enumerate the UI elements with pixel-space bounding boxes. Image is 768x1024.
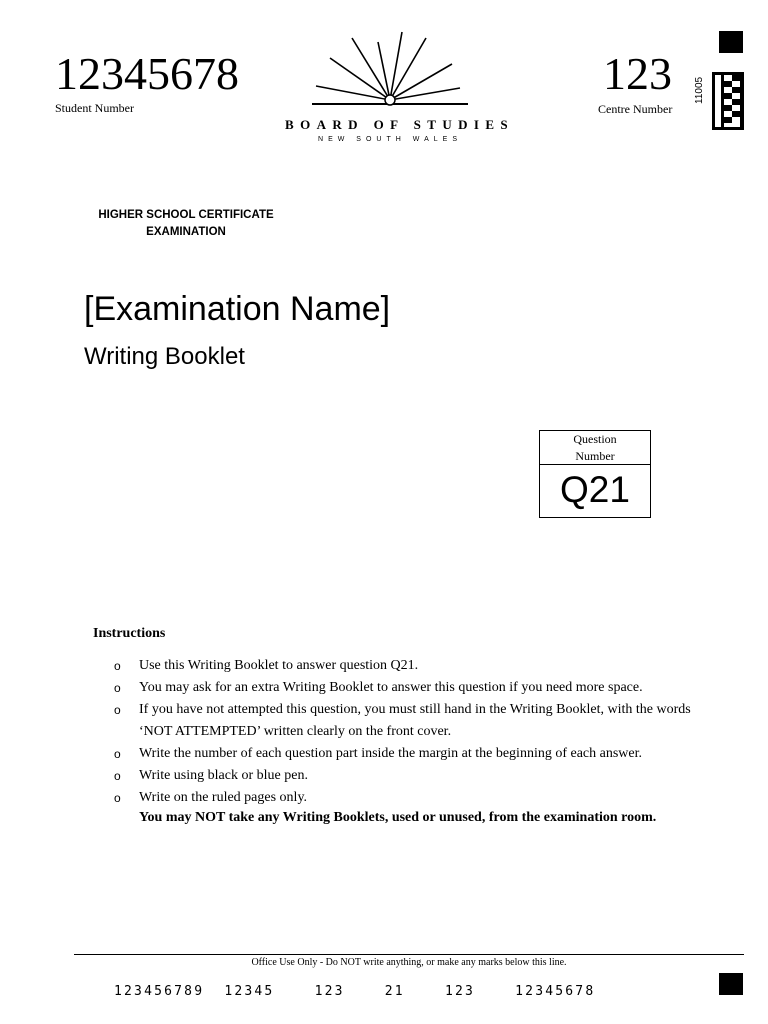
student-number: 12345678 — [55, 48, 239, 99]
question-number-box — [539, 430, 651, 518]
bullet-icon: o — [114, 791, 121, 805]
question-number-value: Q21 — [560, 469, 630, 510]
board-subtitle: NEW SOUTH WALES — [318, 136, 462, 143]
question-number-label — [540, 431, 650, 465]
certificate-line1: HIGHER SCHOOL CERTIFICATE — [98, 209, 274, 221]
instruction-text: You may ask for an extra Writing Booklet to answer this question if you need more space. — [139, 680, 643, 695]
bullet-icon: o — [114, 769, 121, 783]
bullet-icon: o — [114, 703, 121, 717]
exam-name: [Examination Name] — [84, 290, 391, 328]
bullet-icon: o — [114, 659, 121, 673]
instruction-text: Write the number of each question part inside the margin at the beginning of each answer. — [139, 746, 643, 761]
instruction-text: Write using black or blue pen. — [139, 768, 308, 783]
list-item — [114, 743, 719, 765]
certificate-title — [86, 207, 286, 241]
instructions-list — [114, 655, 719, 809]
certificate-line2: EXAMINATION — [146, 226, 226, 238]
office-use-divider — [74, 954, 744, 955]
board-of-studies-logo — [300, 28, 480, 114]
instructions-warning: You may NOT take any Writing Booklets, used or unused, from the examination room. — [139, 810, 657, 825]
question-label-line1: Question — [573, 432, 617, 446]
list-item — [114, 765, 719, 787]
footer-code: 12345 — [224, 984, 275, 999]
footer-code: 123456789 — [114, 984, 205, 999]
footer-code: 123 — [444, 984, 476, 999]
footer-code: 12345678 — [515, 984, 596, 999]
board-name: BOARD OF STUDIES — [285, 117, 515, 132]
booklet-type: Writing Booklet — [84, 343, 245, 370]
list-item — [114, 655, 719, 677]
list-item — [114, 699, 719, 743]
registration-mark-bottom — [719, 973, 743, 995]
instruction-text: Use this Writing Booklet to answer question Q21. — [139, 658, 419, 673]
side-code: 11005 — [694, 76, 705, 104]
bullet-icon: o — [114, 747, 121, 761]
barcode-icon — [712, 72, 744, 130]
instruction-text: If you have not attempted this question, you must still hand in the Writing Booklet, with the words ‘NOT ATTEMPTED’ written clearly on the front cover. — [139, 702, 691, 739]
office-use-notice: Office Use Only - Do NOT write anything, or make any marks below this line. — [251, 957, 567, 968]
registration-mark-top — [719, 31, 743, 53]
footer-codes — [114, 984, 595, 999]
instruction-text: Write on the ruled pages only. — [139, 790, 308, 805]
bullet-icon: o — [114, 681, 121, 695]
footer-code: 21 — [384, 984, 405, 999]
centre-number-label: Centre Number — [598, 102, 673, 116]
instructions-title: Instructions — [93, 626, 166, 641]
centre-number: 123 — [603, 48, 672, 99]
student-number-label: Student Number — [55, 101, 134, 115]
footer-code: 123 — [314, 984, 345, 999]
list-item — [114, 787, 719, 809]
list-item — [114, 677, 719, 699]
question-label-line2: Number — [575, 449, 615, 463]
sunburst-icon — [312, 32, 468, 105]
